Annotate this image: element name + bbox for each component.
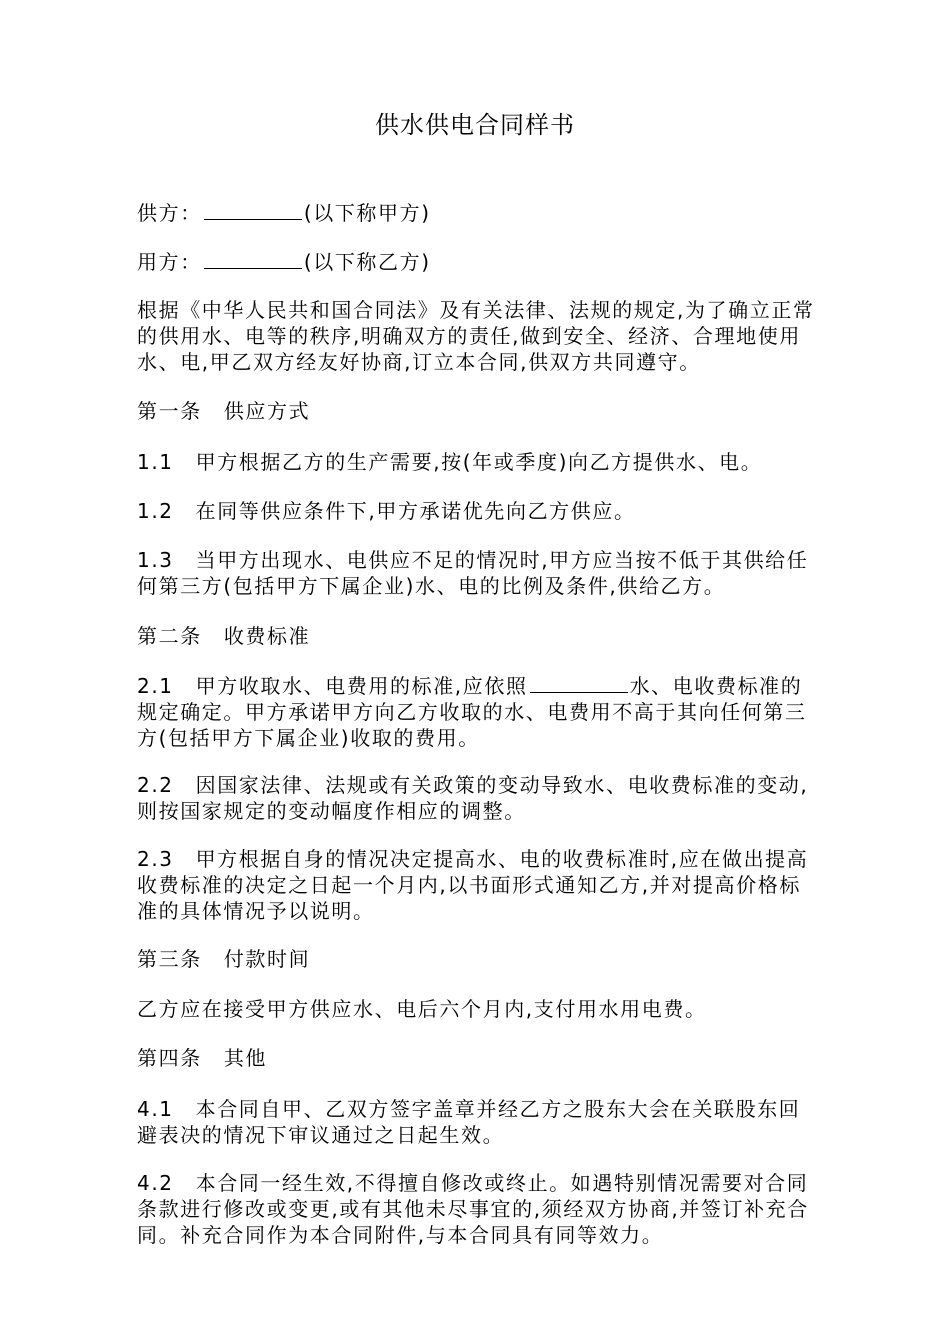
standard-blank: [530, 674, 628, 693]
user-label: 用方：: [137, 250, 202, 274]
preamble-paragraph: 根据《中华人民共和国合同法》及有关法律、法规的规定,为了确立正常的供用水、电等的秩序,明确双方的责任,做到安全、经济、合理地使用水、电,甲乙双方经友好协商,订立本合同,供双方共同遵守。: [137, 298, 815, 374]
clause-number: 1.3: [137, 548, 174, 572]
article3-heading: [137, 946, 310, 972]
clause-number: 2.1: [137, 674, 174, 698]
article2-title: 收费标准: [223, 624, 311, 648]
supplier-blank: [204, 201, 302, 220]
user-line: [137, 249, 431, 275]
clause-number: 1.2: [137, 499, 174, 523]
clause-text-a: 甲方收取水、电费用的标准,应依照: [195, 674, 528, 698]
clause-1-1: [137, 449, 817, 475]
supplier-line: [137, 200, 431, 226]
user-blank: [204, 250, 302, 269]
clause-text-b: 水、电收费标准的规定确定。甲方承诺甲方向乙方收取的水、电费用不高于其向任何第三方(包括甲方下属企业)收取的费用。: [137, 674, 807, 750]
article4-title: 其他: [223, 1046, 268, 1070]
article2-heading: [137, 623, 310, 649]
clause-number: 4.2: [137, 1171, 174, 1195]
article4-heading: [137, 1045, 267, 1071]
clause-1-2: [137, 498, 817, 524]
article1-number: 第一条: [137, 399, 202, 423]
article3-title: 付款时间: [223, 947, 311, 971]
clause-text: 因国家法律、法规或有关政策的变动导致水、电收费标准的变动,则按国家规定的变动幅度作相应的调整。: [137, 773, 809, 823]
clause-4-2: [137, 1170, 817, 1248]
clause-2-3: [137, 846, 817, 924]
clause-2-2: [137, 772, 817, 824]
supplier-label: 供方：: [137, 201, 202, 225]
article1-title: 供应方式: [223, 399, 311, 423]
clause-number: 4.1: [137, 1097, 174, 1121]
clause-number: 2.3: [137, 847, 174, 871]
clause-2-1: [137, 673, 817, 751]
clause-number: 1.1: [137, 450, 174, 474]
clause-text: 在同等供应条件下,甲方承诺优先向乙方供应。: [195, 499, 636, 523]
supplier-suffix: (以下称甲方): [303, 201, 431, 225]
clause-text: 当甲方出现水、电供应不足的情况时,甲方应当按不低于其供给任何第三方(包括甲方下属企业)水、电的比例及条件,供给乙方。: [137, 548, 809, 598]
clause-4-1: [137, 1096, 817, 1148]
article3-text: 乙方应在接受甲方供应水、电后六个月内,支付用水用电费。: [137, 997, 707, 1021]
article2-number: 第二条: [137, 624, 202, 648]
clause-text: 甲方根据乙方的生产需要,按(年或季度)向乙方提供水、电。: [195, 450, 763, 474]
document-title: 供水供电合同样书: [375, 111, 575, 139]
clause-text: 甲方根据自身的情况决定提高水、电的收费标准时,应在做出提高收费标准的决定之日起一个月内,以书面形式通知乙方,并对提高价格标准的具体情况予以说明。: [137, 847, 809, 923]
clause-1-3: [137, 547, 817, 599]
article3-number: 第三条: [137, 947, 202, 971]
clause-text: 本合同一经生效,不得擅自修改或终止。如遇特别情况需要对合同条款进行修改或变更,或有其他未尽事宜的,须经双方协商,并签订补充合同。补充合同作为本合同附件,与本合同具有同等效力。: [137, 1171, 809, 1247]
user-suffix: (以下称乙方): [303, 250, 431, 274]
article1-heading: [137, 398, 310, 424]
clause-text: 本合同自甲、乙双方签字盖章并经乙方之股东大会在关联股东回避表决的情况下审议通过之日起生效。: [137, 1097, 801, 1147]
clause-number: 2.2: [137, 773, 174, 797]
article4-number: 第四条: [137, 1046, 202, 1070]
